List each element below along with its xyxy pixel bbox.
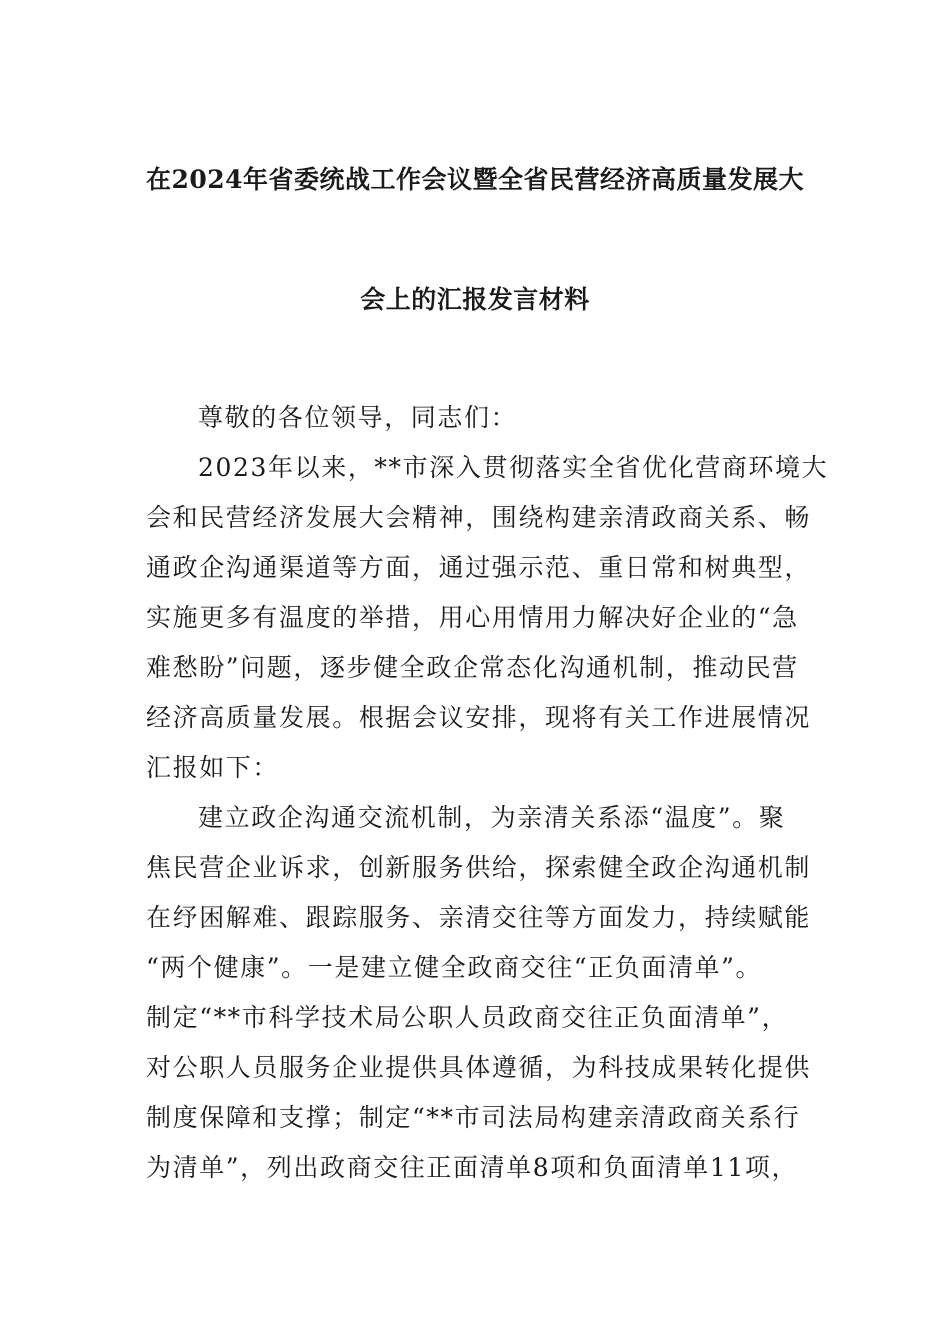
body-line: 难愁盼”问题，逐步健全政企常态化沟通机制，推动民营 xyxy=(146,653,799,682)
body-line: 汇报如下： xyxy=(146,753,280,782)
body-line: 在纾困解难、跟踪服务、亲清交往等方面发力，持续赋能 xyxy=(146,903,812,932)
document-title-line-2: 会上的汇报发言材料 xyxy=(360,285,590,314)
body-line: 对公职人员服务企业提供具体遵循，为科技成果转化提供 xyxy=(146,1053,812,1082)
body-line: 制度保障和支撑；制定“**市司法局构建亲清政商关系行 xyxy=(146,1103,801,1132)
document-body xyxy=(146,393,829,1193)
body-line: 通政企沟通渠道等方面，通过强示范、重日常和树典型， xyxy=(146,553,812,582)
body-line: 会和民营经济发展大会精神，围绕构建亲清政商关系、畅 xyxy=(146,503,812,532)
body-line: 为清单”，列出政商交往正面清单8项和负面清单11项， xyxy=(146,1153,799,1182)
body-line: 制定“**市科学技术局公职人员政商交往正负面清单”， xyxy=(146,1003,789,1032)
body-line: “两个健康”。一是建立健全政商交往“正负面清单”。 xyxy=(146,953,763,982)
body-line: 2023年以来，**市深入贯彻落实全省优化营商环境大 xyxy=(198,453,829,482)
body-line: 经济高质量发展。根据会议安排，现将有关工作进展情况 xyxy=(146,703,812,732)
body-line: 焦民营企业诉求，创新服务供给，探索健全政企沟通机制 xyxy=(146,853,812,882)
document-title-line-1: 在2024年省委统战工作会议暨全省民营经济高质量发展大 xyxy=(145,165,805,194)
body-line: 尊敬的各位领导，同志们： xyxy=(198,403,518,432)
body-line: 实施更多有温度的举措，用心用情用力解决好企业的“急 xyxy=(146,603,799,632)
body-line: 建立政企沟通交流机制，为亲清关系添“温度”。聚 xyxy=(198,803,786,832)
